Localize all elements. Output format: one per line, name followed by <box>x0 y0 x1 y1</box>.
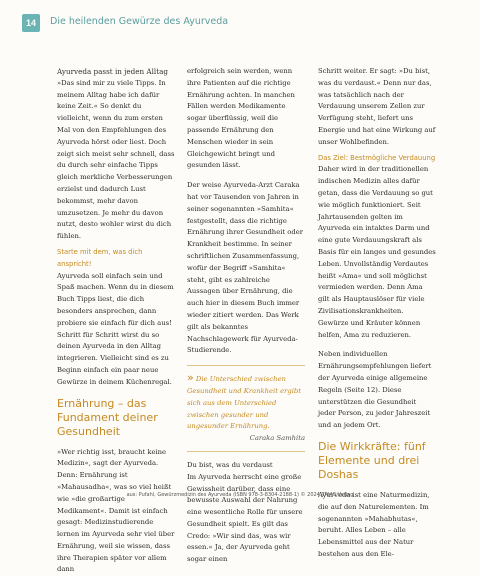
quote-author: Caraka Samhita <box>249 434 305 443</box>
running-head: Die heilenden Gewürze des Ayurveda <box>50 16 229 27</box>
section-heading: Ernährung – das Fundament deiner Gesundheit <box>57 396 158 438</box>
subheading: Das Ziel: Bestmögliche Verdauung <box>318 153 436 162</box>
paragraph: »Das sind mir zu viele Tipps. In meinem Alltag habe ich dafür keine Zeit.« So denkt du vielleicht, wenn du zum ersten Mal von den Empfehlungen des Ayurveda hörst oder liest. Doch zeigt sich meist sehr schnell, dass du durch sehr einfache Tipps gleich merkliche Verbesserungen erzielst und dadurch Lust bekommst, mehr davon umzusetzen. Je mehr du davon nutzt, desto wohler wirst du dich fühlen. <box>57 78 175 241</box>
column-1 <box>57 66 175 574</box>
paragraph: Ayurveda ist eine Naturmedizin, die auf den Naturelementen. Im sogenannten »Mahabhutas«, beruht. Alles Leben – alle Lebensmittel aus der Natur bestehen aus den Ele- <box>318 490 430 558</box>
quote-text: Die Unterschied zwischen Gesundheit und Krankheit ergibt sich aus dem Unterschied zwischen gesunder und ungesunder Ernährung. <box>187 375 301 431</box>
paragraph: Ayurveda soll einfach sein und Spaß machen. Wenn du in diesem Buch Tipps liest, die dich besonders ansprechen, dann probiere sie einfach für dich aus! Schritt für Schritt wirst du so deinen Ayurveda in den Alltag integrieren. Vielleicht sind es zu Beginn einfach ein paar neue Gewürze in deinem Küchenregal. <box>57 271 174 386</box>
paragraph: Daher wird in der traditionellen indischen Medizin alles dafür getan, dass die Verdauung so gut wie möglich funktioniert. Seit Jahrtausenden gelten im Ayurveda ein intaktes Darm und eine gute Verdauungskraft als Basis für ein langes und gesundes Leben. Unvollständig Verdautes heißt »Ama« und soll möglichst vermieden werden. Denn Ama gilt als Hauptauslöser für viele Zivilisationskrankheiten. Gewürze und Kräuter können helfen, Ama zu reduzieren. <box>318 165 436 339</box>
paragraph-heading: Ayurveda passt in jeden Alltag <box>57 67 168 76</box>
paragraph: erfolgreich sein werden, wenn ihre Patienten auf die richtige Ernährung achten. In manchen Fällen werden Medikamente sogar überflüssig, weil die passende Ernährung den Menschen wieder in sein Gleichgewicht bringt und gesunden lässt. <box>187 67 295 170</box>
paragraph: Schritt weiter. Er sagt: »Du bist, was du verdaust.« Denn nur das, was tatsächlich nach der Verdauung unserem Zellen zur Verfügung steht, liefert uns Energie und hat eine Wirkung auf unser Wohlbefinden. <box>318 67 436 146</box>
paragraph: Im Ayurveda herrscht eine große Gewissheit darüber, dass eine bewusste Auswahl der Nahrung eine wesentliche Rolle für unsere Gesundheit spielt. Es gilt das Credo: »Wir sind das, was wir essen.« Ja, der Ayurveda geht sogar einen <box>187 472 303 564</box>
paragraph: Der weise Ayurveda-Arzt Caraka hat vor Tausenden von Jahren in seiner sogenannten »Samhita« festgestellt, dass die richtige Ernährung ihrer Gesundheit oder Krankheit bestimme. In seiner schriftlichen Zusammenfassung, wofür der Begriff »Samhita« steht, gibt es zahlreiche Aussagen über Ernährung, die auch hier in diesem Buch immer wieder zitiert werden. Das Werk gilt als bekanntes Nachschlagewerk für Ayurveda-Studierende. <box>187 181 303 355</box>
subheading: Starte mit dem, was dich anspricht! <box>57 247 143 268</box>
paragraph-heading: Du bist, was du verdaust <box>187 460 273 469</box>
pull-quote <box>187 365 305 452</box>
page-number: 14 <box>22 14 40 32</box>
quote-mark-icon: » <box>187 371 194 385</box>
paragraph: Neben individuellen Ernährungsempfehlungen liefert der Ayurveda einige allgemeine Regeln (Seite 12). Diese unterstützen die Gesundheit jeder Person, zu jeder Jahreszeit und an jedem Ort. <box>318 350 432 430</box>
section-heading: Die Wirkkräfte: fünf Elemente und drei Doshas <box>318 439 426 481</box>
paragraph: »Wer richtig isst, braucht keine Medizin«, sagt der Ayurveda. Denn: Ernährung ist »Mahausadha«, was so viel heißt wie »die großartige Medikament«. Damit ist einfach gesagt: Medizinstudierende lernen im Ayurveda sehr viel über Ernährung, weil sie wissen, dass ihre Therapien später vor allem dann <box>57 447 175 574</box>
page-footer: aus: Pufahl, Gewürzmedizin des Ayurveda (ISBN 978-3-8304-2188-1) © 2024 TRIAS Verlag <box>126 492 354 498</box>
column-3 <box>318 66 436 558</box>
